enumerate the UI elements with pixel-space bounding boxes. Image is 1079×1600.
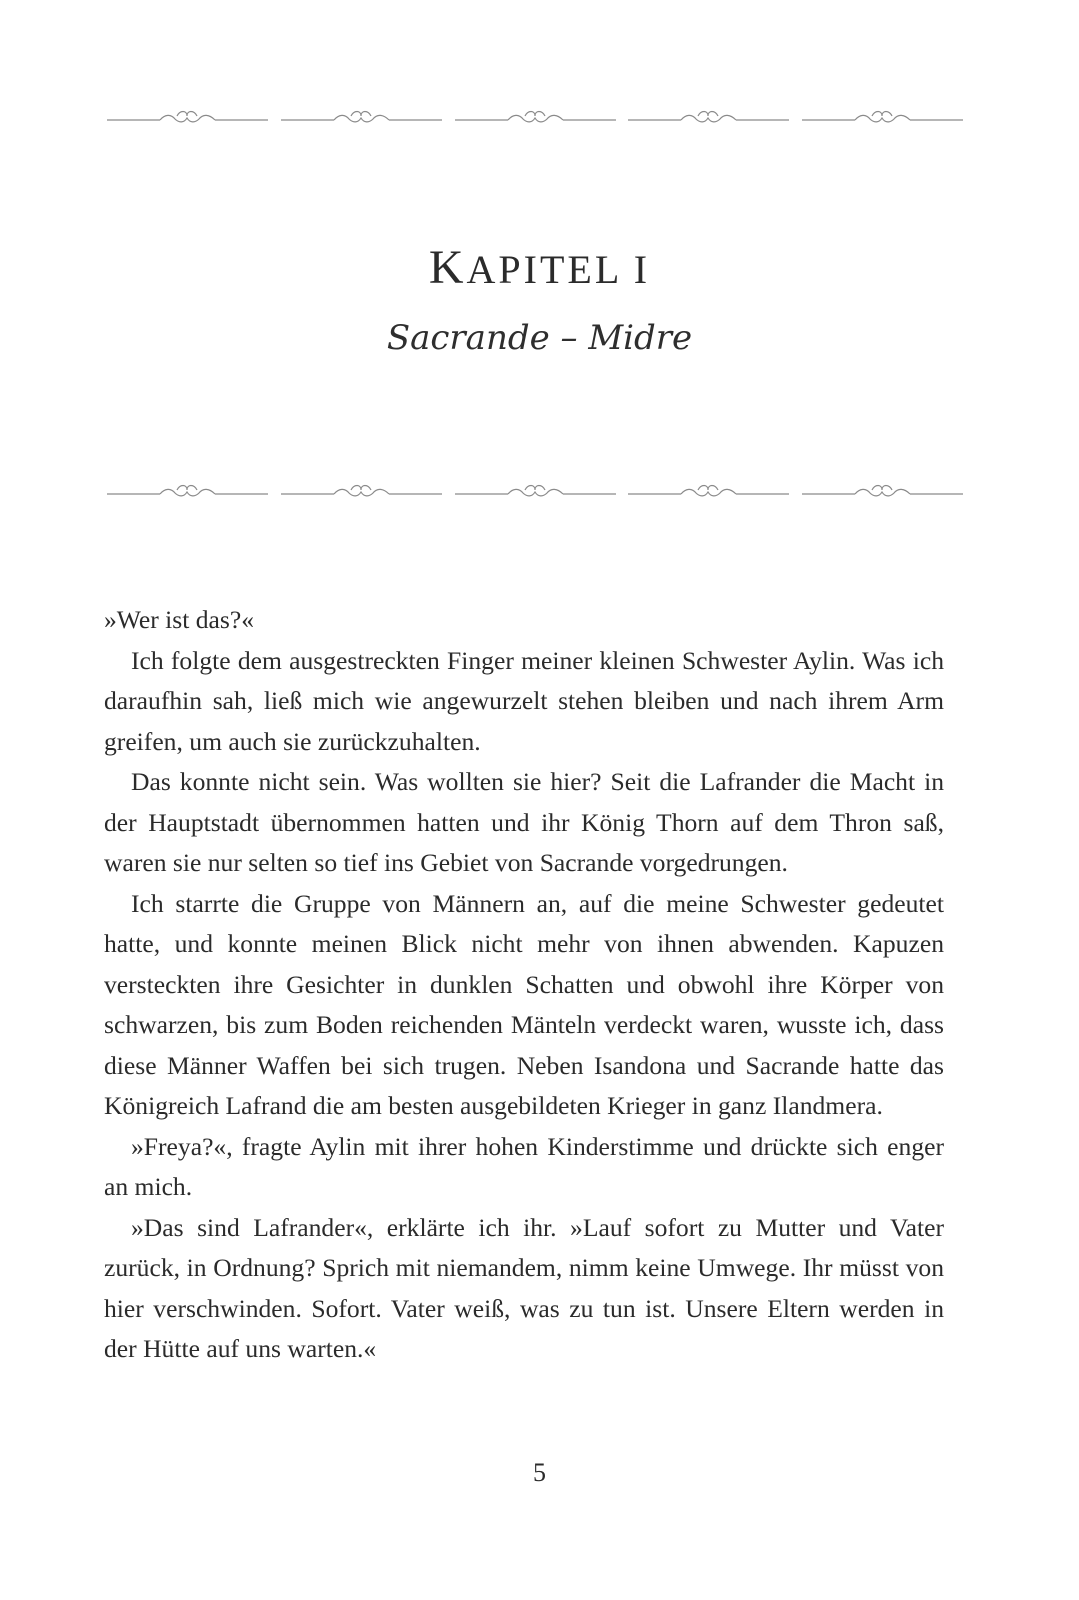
chapter-title-rest: APITEL I (466, 247, 651, 292)
paragraph: Das konnte nicht sein. Was wollten sie hier? Seit die Lafrander die Macht in der Hauptstadt übernommen hatten und ihr König Thorn auf dem Thron saß, waren sie nur selten so tief ins Gebiet von Sacrande vorgedrungen. (104, 767, 944, 877)
ornament-row-top (105, 104, 965, 134)
paragraph: »Freya?«, fragte Aylin mit ihrer hohen Kinderstimme und drückte sich enger an mich. (104, 1131, 944, 1201)
flourish-ornament-icon (626, 104, 791, 134)
flourish-ornament-icon (279, 478, 444, 508)
ornament-row-bottom (105, 478, 965, 508)
page-number: 5 (533, 1458, 546, 1487)
paragraph: Ich folgte dem ausgestreckten Finger meiner kleinen Schwester Aylin. Was ich daraufhin sah, ließ mich wie angewurzelt stehen bleiben und nach ihrem Arm greifen, um auch sie zurückzuhalten. (104, 645, 944, 756)
flourish-ornament-icon (105, 104, 270, 134)
chapter-subtitle: Sacrande – Midre (386, 318, 693, 358)
flourish-ornament-icon (626, 478, 791, 508)
flourish-ornament-icon (453, 478, 618, 508)
flourish-ornament-icon (279, 104, 444, 134)
flourish-ornament-icon (105, 478, 270, 508)
chapter-title-initial: K (428, 241, 467, 294)
paragraph: »Wer ist das?« (104, 605, 255, 634)
flourish-ornament-icon (453, 104, 618, 134)
paragraph: Ich starrte die Gruppe von Männern an, auf die meine Schwester gedeutet hatte, und konnte meinen Blick nicht mehr von ihnen abwenden. Kapuzen versteckten ihre Gesichter in dunklen Schatten und obwohl ihre Körper von schwarzen, bis zum Boden reichenden Mänteln verdeckt waren, wusste ich, dass diese Männer Waffen bei sich trugen. Neben Isandona und Sacrande hatte das Königreich Lafrand die am besten ausgebildeten Krieger in ganz Ilandmera. (104, 888, 944, 1120)
flourish-ornament-icon (800, 104, 965, 134)
flourish-ornament-icon (800, 478, 965, 508)
body-text (104, 600, 944, 1370)
paragraph: »Das sind Lafrander«, erklärte ich ihr. »Lauf sofort zu Mutter und Vater zurück, in Ordnung? Sprich mit niemandem, nimm keine Umwege. Ihr müsst von hier verschwinden. Sofort. Vater weiß, was zu tun ist. Unsere Eltern werden in der Hütte auf uns warten.« (104, 1212, 944, 1363)
chapter-title (0, 240, 1079, 295)
